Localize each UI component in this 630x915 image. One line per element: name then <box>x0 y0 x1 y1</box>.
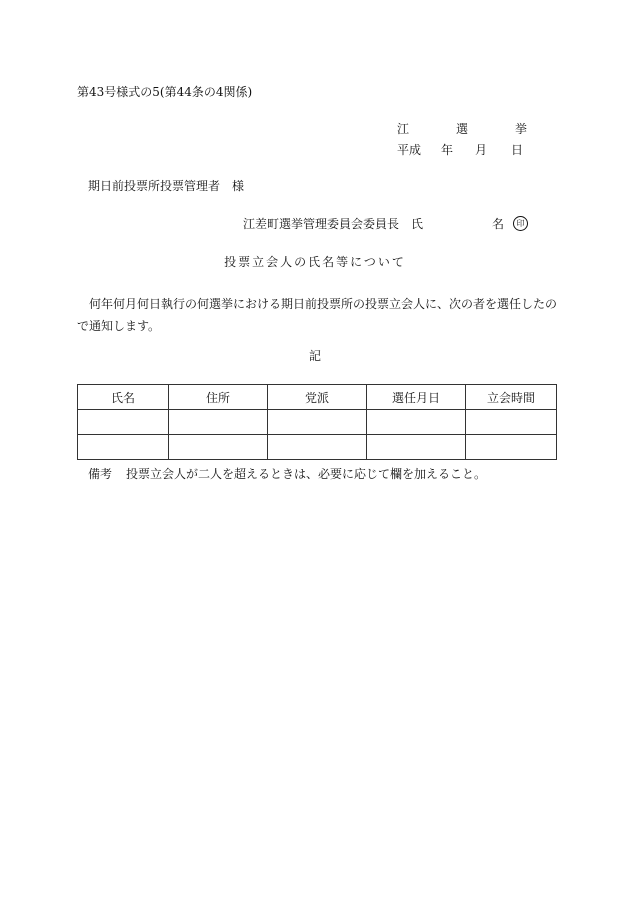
remark-text: 投票立会人が二人を超えるときは、必要に応じて欄を加えること。 <box>126 467 487 481</box>
remark-label: 備考 <box>88 467 113 481</box>
table-header-row <box>78 385 557 410</box>
table-cell <box>268 410 367 435</box>
header-address: 住所 <box>169 385 268 410</box>
document-title: 投票立会人の氏名等について <box>224 255 406 269</box>
table-row <box>78 410 557 435</box>
table-cell <box>268 435 367 460</box>
table-cell <box>169 410 268 435</box>
election-name <box>397 123 527 135</box>
table-cell <box>78 410 169 435</box>
date-day: 日 <box>511 143 524 157</box>
ki-heading: 記 <box>308 349 321 363</box>
header-name: 氏名 <box>78 385 169 410</box>
header-attendance-time: 立会時間 <box>466 385 557 410</box>
election-char-3: 挙 <box>514 122 527 136</box>
seal-stamp: 印 <box>513 216 528 231</box>
date-line <box>397 144 527 156</box>
table-cell <box>466 410 557 435</box>
sender-name-char: 名 <box>492 217 505 231</box>
election-char-2: 選 <box>455 122 468 136</box>
body-text: 何年何月何日執行の何選挙における期日前投票所の投票立会人に、次の者を選任したので通知します。 <box>77 297 558 333</box>
table-cell <box>78 435 169 460</box>
sender-title: 江差町選挙管理委員会委員長 氏 <box>243 217 424 231</box>
date-year: 年 <box>441 143 454 157</box>
table-row <box>78 435 557 460</box>
date-era: 平成 <box>397 143 422 157</box>
table-cell <box>466 435 557 460</box>
table-cell <box>367 410 466 435</box>
election-char-1: 江 <box>397 122 410 136</box>
header-appointment-date: 選任月日 <box>367 385 466 410</box>
form-number: 第43号様式の5(第44条の4関係) <box>77 85 253 99</box>
remark <box>88 468 486 480</box>
table-cell <box>169 435 268 460</box>
observer-table <box>77 384 557 460</box>
table-cell <box>367 435 466 460</box>
header-party: 党派 <box>268 385 367 410</box>
addressee: 期日前投票所投票管理者 様 <box>88 179 245 193</box>
date-month: 月 <box>475 143 488 157</box>
